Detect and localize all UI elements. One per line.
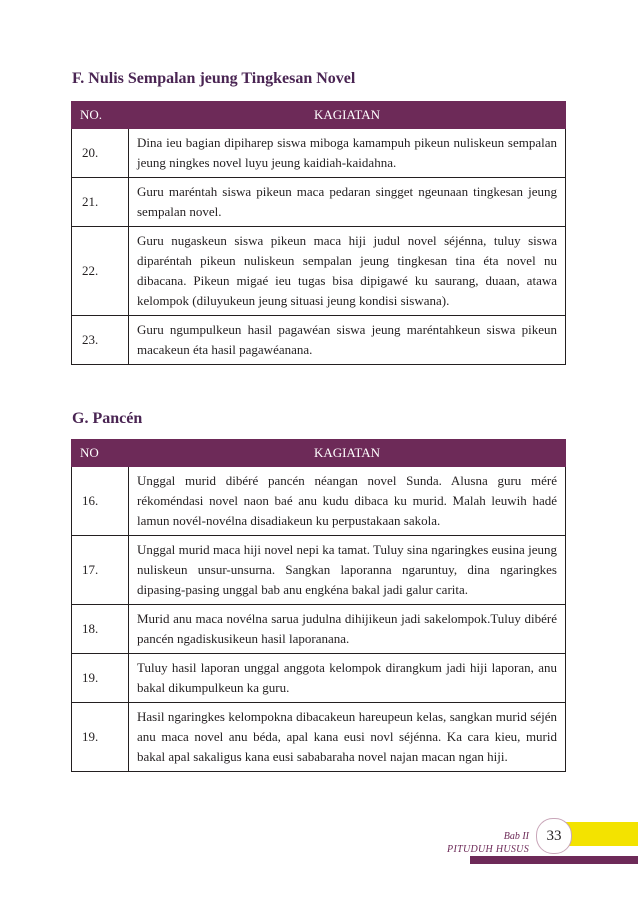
section-g-table: [71, 439, 566, 772]
row-number: 18.: [72, 605, 129, 654]
footer-maroon-band: [470, 856, 638, 864]
table-row: [72, 536, 566, 605]
row-text: Dina ieu bagian dipiharep siswa miboga kamampuh pikeun nuliskeun sempalan jeung ningkes novel luyu jeung kaidiah-kaidahna.: [129, 129, 566, 178]
column-header-no: NO: [72, 440, 129, 467]
table-row: [72, 654, 566, 703]
row-text: Unggal murid dibéré pancén néangan novel Sunda. Alusna guru méré rékoméndasi novel naon baé anu kudu dibaca ku murid. Malah leuwih hadé lamun novél-novélna disadiakeun ku perpustakaan sakola.: [129, 467, 566, 536]
column-header-kagiatan: KAGIATAN: [129, 440, 566, 467]
section-f-table: [71, 101, 566, 365]
column-header-kagiatan: KAGIATAN: [129, 102, 566, 129]
row-text: Tuluy hasil laporan unggal anggota kelompok dirangkum jadi hiji laporan, anu bakal dikumpulkeun ka guru.: [129, 654, 566, 703]
table-row: [72, 129, 566, 178]
row-number: 21.: [72, 178, 129, 227]
row-number: 19.: [72, 654, 129, 703]
section-f-heading: F. Nulis Sempalan jeung Tingkesan Novel: [72, 70, 356, 87]
table-header-row: [72, 102, 566, 129]
row-number: 19.: [72, 703, 129, 772]
table-row: [72, 605, 566, 654]
row-number: 17.: [72, 536, 129, 605]
table-row: [72, 227, 566, 316]
row-number: 20.: [72, 129, 129, 178]
row-text: Guru ngumpulkeun hasil pagawéan siswa jeung maréntahkeun siswa pikeun macakeun éta hasil pagawéanana.: [129, 316, 566, 365]
row-text: Murid anu maca novélna sarua judulna dihijikeun jadi sakelompok.Tuluy dibéré pancén ngadiskusikeun hasil laporanana.: [129, 605, 566, 654]
section-g-heading: G. Pancén: [72, 410, 143, 427]
row-text: Guru maréntah siswa pikeun maca pedaran singget ngeunaan tingkesan jeung sempalan novel.: [129, 178, 566, 227]
row-text: Guru nugaskeun siswa pikeun maca hiji judul novel séjénna, tuluy siswa diparéntah pikeun nuliskeun sempalan jeung tingkesan tina éta novel nu dibacana. Pikeun migaé ieu tugas bisa dipigawé ku saurang, duaan, atawa kelompok (diluyukeun jeung situasi jeung kondisi siswana).: [129, 227, 566, 316]
footer-subtitle: PITUDUH HUSUS: [447, 844, 529, 855]
footer-chapter: Bab II: [503, 831, 529, 842]
row-number: 22.: [72, 227, 129, 316]
table-row: [72, 703, 566, 772]
table-row: [72, 178, 566, 227]
row-text: Unggal murid maca hiji novel nepi ka tamat. Tuluy sina ngaringkes eusina jeung nuliskeun unsur-unsurna. Sangkan laporanna ngaruntuy, dina ngaringkes dipasing-pasing unggal bab anu engkéna bakal jadi galur carita.: [129, 536, 566, 605]
table-row: [72, 316, 566, 365]
table-row: [72, 467, 566, 536]
row-number: 16.: [72, 467, 129, 536]
table-header-row: [72, 440, 566, 467]
page-number: 33: [536, 818, 572, 854]
row-number: 23.: [72, 316, 129, 365]
column-header-no: NO.: [72, 102, 129, 129]
row-text: Hasil ngaringkes kelompokna dibacakeun hareupeun kelas, sangkan murid séjén anu maca novel anu béda, apal kana eusi novl séjénna. Ka cara kieu, murid bakal apal sakaligus kana eusi sababaraha novel najan macan ngan hiji.: [129, 703, 566, 772]
